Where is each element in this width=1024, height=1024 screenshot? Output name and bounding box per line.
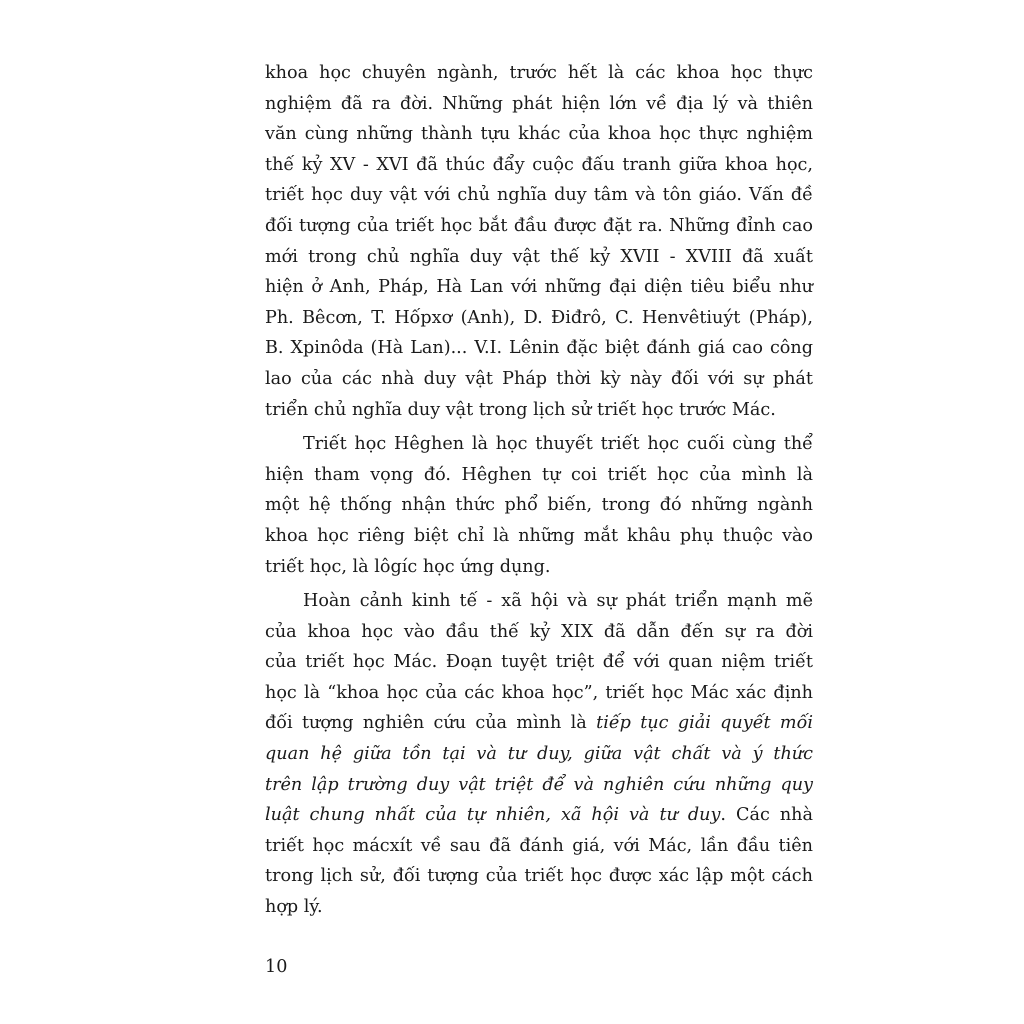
italic-text-segment: trên lập trường duy vật triệt để và nghiên cứu những quy <box>265 774 813 795</box>
text-segment: của triết học Mác. Đoạn tuyệt triệt để với quan niệm triết <box>265 652 813 673</box>
text-segment: của khoa học vào đầu thế kỷ XIX đã dẫn đến sự ra đời <box>265 621 813 642</box>
text-line <box>265 617 813 648</box>
text-line <box>265 58 813 89</box>
text-line <box>265 211 813 242</box>
text-line <box>265 333 813 364</box>
text-line <box>265 552 813 583</box>
text-segment: Triết học Hêghen là học thuyết triết học cuối cùng thể <box>303 434 813 455</box>
text-segment: đối tượng nghiên cứu của mình là <box>265 713 597 734</box>
paragraph <box>265 58 813 425</box>
text-segment: nghiệm đã ra đời. Những phát hiện lớn về địa lý và thiên <box>265 93 813 114</box>
text-line <box>265 678 813 709</box>
text-segment: triết học mácxít về sau đã đánh giá, với Mác, lần đầu tiên <box>265 835 813 856</box>
text-line <box>265 272 813 303</box>
text-line <box>265 831 813 862</box>
text-line <box>265 180 813 211</box>
text-line <box>265 303 813 334</box>
text-line <box>265 770 813 801</box>
text-segment: một hệ thống nhận thức phổ biến, trong đó những ngành <box>265 495 813 516</box>
text-line <box>265 647 813 678</box>
text-line <box>265 89 813 120</box>
page-number: 10 <box>265 957 288 977</box>
italic-text-segment: tiếp tục giải quyết mối <box>596 713 813 734</box>
text-segment: lao của các nhà duy vật Pháp thời kỳ này đối với sự phát <box>265 368 813 389</box>
text-segment: triết học, là lôgíc học ứng dụng. <box>265 556 551 577</box>
text-segment: hợp lý. <box>265 897 323 918</box>
text-line <box>265 892 813 923</box>
text-line <box>265 364 813 395</box>
text-segment: khoa học riêng biệt chỉ là những mắt khâu phụ thuộc vào <box>265 525 813 546</box>
text-segment: . Các nhà <box>720 805 814 826</box>
text-segment: khoa học chuyên ngành, trước hết là các khoa học thực <box>265 63 813 83</box>
text-line <box>265 586 813 617</box>
text-line <box>265 861 813 892</box>
text-segment: mới trong chủ nghĩa duy vật thế kỷ XVII - XVIII đã xuất <box>265 246 813 267</box>
text-segment: học là “khoa học của các khoa học”, triết học Mác xác định <box>265 682 813 703</box>
text-segment: thế kỷ XV - XVI đã thúc đẩy cuộc đấu tranh giữa khoa học, <box>265 154 813 175</box>
text-line <box>265 800 813 831</box>
text-segment: văn cùng những thành tựu khác của khoa học thực nghiệm <box>265 124 813 145</box>
text-segment: triết học duy vật với chủ nghĩa duy tâm và tôn giáo. Vấn đề <box>265 185 813 206</box>
text-line <box>265 521 813 552</box>
paragraph <box>265 429 813 582</box>
text-segment: Ph. Bêcơn, T. Hốpxơ (Anh), D. Điđrô, C. Henvêtiuýt (Pháp), <box>265 307 813 328</box>
text-segment: hiện ở Anh, Pháp, Hà Lan với những đại diện tiêu biểu như <box>265 277 813 298</box>
text-line <box>265 242 813 273</box>
text-segment: hiện tham vọng đó. Hêghen tự coi triết học của mình là <box>265 464 813 485</box>
text-segment: triển chủ nghĩa duy vật trong lịch sử triết học trước Mác. <box>265 399 776 420</box>
text-line <box>265 429 813 460</box>
text-segment: B. Xpinôda (Hà Lan)... V.I. Lênin đặc biệt đánh giá cao công <box>265 338 813 359</box>
text-segment: trong lịch sử, đối tượng của triết học được xác lập một cách <box>265 866 813 887</box>
paragraph <box>265 586 813 923</box>
italic-text-segment: quan hệ giữa tồn tại và tư duy, giữa vật chất và ý thức <box>265 744 813 765</box>
text-line <box>265 460 813 491</box>
text-line <box>265 150 813 181</box>
text-line <box>265 490 813 521</box>
text-line <box>265 119 813 150</box>
italic-text-segment: luật chung nhất của tự nhiên, xã hội và tư duy <box>265 805 721 826</box>
text-line <box>265 395 813 426</box>
text-segment: đối tượng của triết học bắt đầu được đặt ra. Những đỉnh cao <box>265 215 813 236</box>
body-text <box>265 58 813 923</box>
text-segment: Hoàn cảnh kinh tế - xã hội và sự phát triển mạnh mẽ <box>303 591 813 612</box>
text-line <box>265 739 813 770</box>
text-line <box>265 708 813 739</box>
